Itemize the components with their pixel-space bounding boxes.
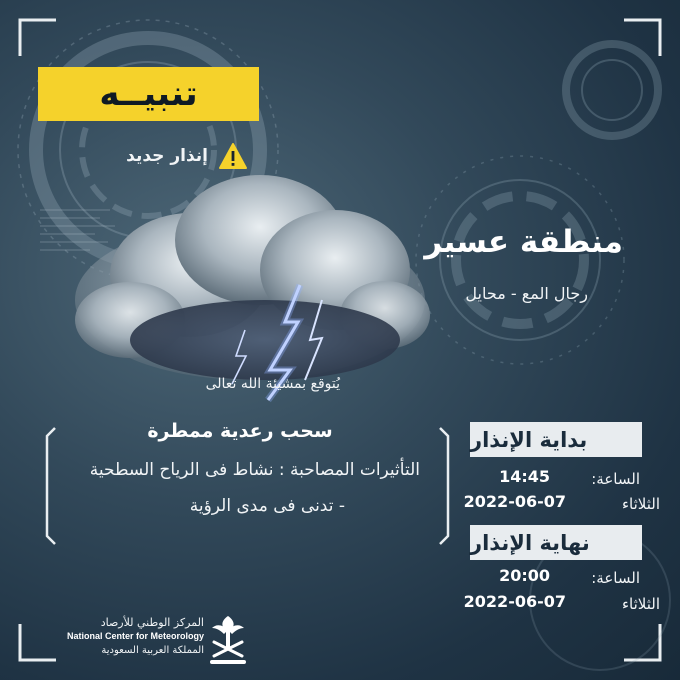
effects-line-1: التأثيرات المصاحبة : نشاط فى الرياح السطحية xyxy=(89,460,420,480)
thundercloud-illustration xyxy=(75,175,430,400)
start-time-label: الساعة: xyxy=(591,470,640,488)
end-date-value: 2022-06-07 xyxy=(463,592,566,611)
start-label-box xyxy=(470,422,642,457)
end-label-box xyxy=(470,525,642,560)
end-time-label: الساعة: xyxy=(591,569,640,587)
region-name: منطقة عسير xyxy=(424,224,623,260)
start-label: بداية الإنذار xyxy=(470,427,588,452)
alert-banner xyxy=(38,67,259,121)
saudi-emblem-icon xyxy=(206,612,250,668)
new-warning-label: إنذار جديد xyxy=(126,146,208,166)
end-day-label: الثلاثاء xyxy=(621,595,660,613)
end-time-value: 20:00 xyxy=(499,566,550,585)
start-time-value: 14:45 xyxy=(499,467,550,486)
end-label: نهاية الإنذار xyxy=(470,530,590,555)
start-date-value: 2022-06-07 xyxy=(463,492,566,511)
org-name-arabic: المركز الوطني للأرصاد xyxy=(100,616,204,629)
warning-triangle-icon xyxy=(218,142,248,170)
org-country-arabic: المملكة العربية السعودية xyxy=(101,645,204,656)
hud-rings-right xyxy=(416,44,658,364)
effects-line-2: - تدنى فى مدى الرؤية xyxy=(189,496,345,516)
region-areas: رجال المع - محايل xyxy=(465,284,588,303)
forecast-intro: يُتوقع بمشيئة الله تعالى xyxy=(205,376,340,392)
start-day-label: الثلاثاء xyxy=(621,495,660,513)
phenomenon-title: سحب رعدية ممطرة xyxy=(147,420,333,442)
org-name-english: National Center for Meteorology xyxy=(66,631,204,641)
alert-banner-label: تنبيــه xyxy=(99,74,198,114)
forecast-brackets xyxy=(47,428,448,544)
